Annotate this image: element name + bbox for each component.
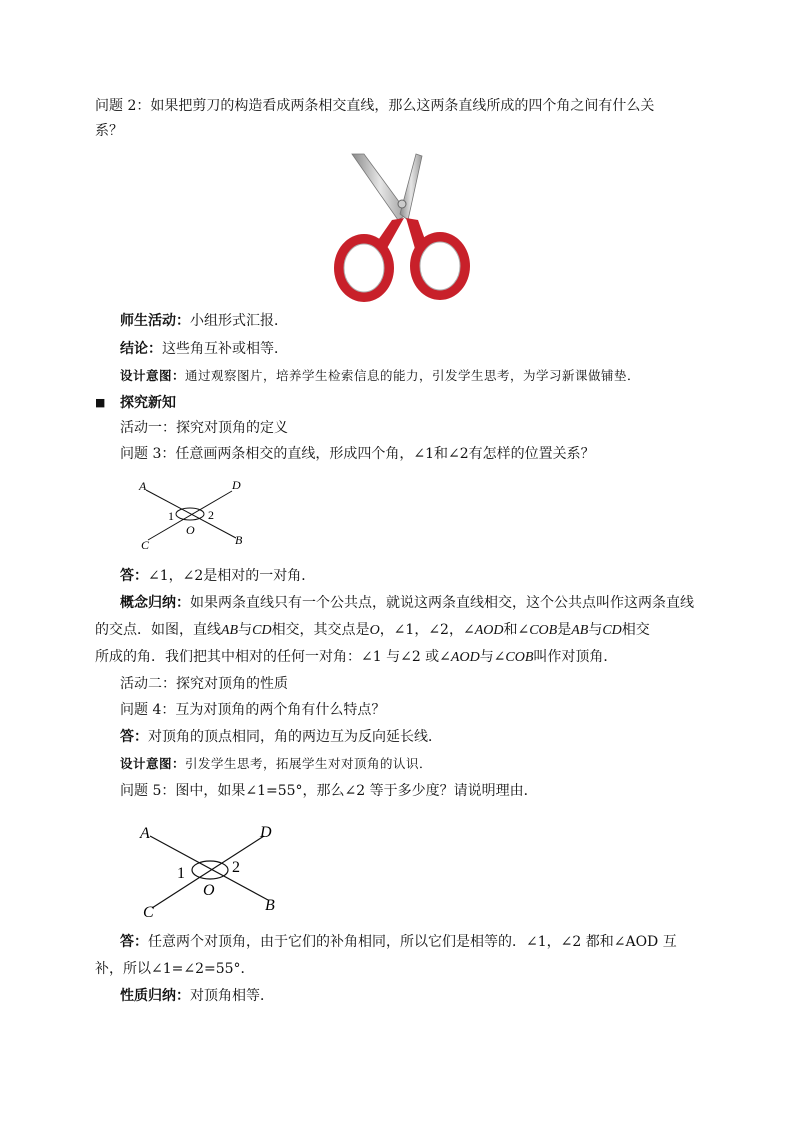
- question-2-line1: 问题 2：如果把剪刀的构造看成两条相交直线，那么这两条直线所成的四个角之间有什么关: [95, 98, 655, 114]
- section-bullet-icon: ■: [95, 396, 106, 409]
- label-angle-1: 1: [168, 509, 174, 523]
- property-summary: [120, 986, 720, 1006]
- label-angle-2: 2: [208, 508, 214, 522]
- design-intent-1-label: 设计意图：: [120, 368, 186, 383]
- answer-5-line1: [120, 932, 720, 952]
- label-A: A: [140, 825, 150, 842]
- label-B: B: [265, 897, 275, 914]
- intersecting-lines-figure-2: [130, 818, 290, 922]
- answer-5-line2: 补，所以∠1=∠2=55°．: [95, 961, 255, 977]
- activity-1-title: 活动一：探究对顶角的定义: [120, 420, 288, 436]
- design-intent-2-text: 引发学生思考，拓展学生对对顶角的认识．: [185, 756, 433, 771]
- label-angle-1: 1: [177, 865, 185, 882]
- label-angle-2: 2: [232, 859, 240, 876]
- section-title: 探究新知: [120, 395, 176, 411]
- concept-line2: 的交点．如图，直线AB与CD相交，其交点是O，∠1，∠2，∠AOD和∠COB是AB与CD相交: [95, 622, 650, 638]
- label-D: D: [260, 824, 272, 841]
- conclusion-text: 这些角互补或相等．: [162, 341, 288, 357]
- answer-4-label: 答：: [120, 729, 148, 745]
- question-3: 问题 3：任意画两条相交的直线，形成四个角，∠1和∠2有怎样的位置关系？: [120, 446, 595, 462]
- property-label: 性质归纳：: [120, 988, 190, 1004]
- label-B: B: [235, 533, 243, 547]
- design-intent-1-text: 通过观察图片，培养学生检索信息的能力，引发学生思考，为学习新课做铺垫．: [185, 368, 641, 383]
- scissors-image: [330, 152, 475, 304]
- answer-3-text: ∠1，∠2是相对的一对角．: [148, 568, 316, 584]
- question-4: 问题 4：互为对顶角的两个角有什么特点？: [120, 702, 386, 718]
- answer-4: [120, 727, 720, 747]
- activity-line: [120, 311, 720, 331]
- answer-5-text-1: 任意两个对顶角，由于它们的补角相同，所以它们是相等的．∠1，∠2 都和∠AOD 互: [148, 934, 677, 950]
- intersecting-lines-figure-1: [128, 474, 258, 554]
- label-A: A: [139, 479, 147, 493]
- label-D: D: [232, 478, 241, 492]
- conclusion-label: 结论：: [120, 341, 162, 357]
- question-5: 问题 5：图中，如果∠1=55°，那么∠2 等于多少度？请说明理由．: [120, 783, 538, 799]
- activity-2-title: 活动二：探究对顶角的性质: [120, 676, 288, 692]
- concept-line3: 所成的角．我们把其中相对的任何一对角：∠1 与∠2 或∠AOD与∠COB叫作对顶角．: [95, 649, 618, 665]
- activity-label: 师生活动：: [120, 313, 190, 329]
- answer-3: [120, 566, 720, 586]
- label-O: O: [203, 882, 215, 899]
- label-C: C: [141, 538, 150, 552]
- concept-line1: 概念归纳：如果两条直线只有一个公共点，就说这两条直线相交，这个公共点叫作这两条直线: [120, 595, 694, 611]
- answer-5-label: 答：: [120, 934, 148, 950]
- design-intent-1: [120, 366, 720, 386]
- property-text: 对顶角相等．: [190, 988, 274, 1004]
- label-C: C: [143, 904, 154, 921]
- concept-label: 概念归纳：: [120, 595, 190, 611]
- question-2-line2: 系？: [95, 123, 123, 139]
- conclusion-line: [120, 339, 720, 359]
- section-heading: [95, 393, 720, 413]
- design-intent-2-label: 设计意图：: [120, 756, 186, 771]
- label-O: O: [186, 523, 195, 537]
- activity-text: 小组形式汇报．: [190, 313, 288, 329]
- answer-3-label: 答：: [120, 568, 148, 584]
- design-intent-2: [120, 754, 720, 774]
- answer-4-text: 对顶角的顶点相同，角的两边互为反向延长线．: [148, 729, 442, 745]
